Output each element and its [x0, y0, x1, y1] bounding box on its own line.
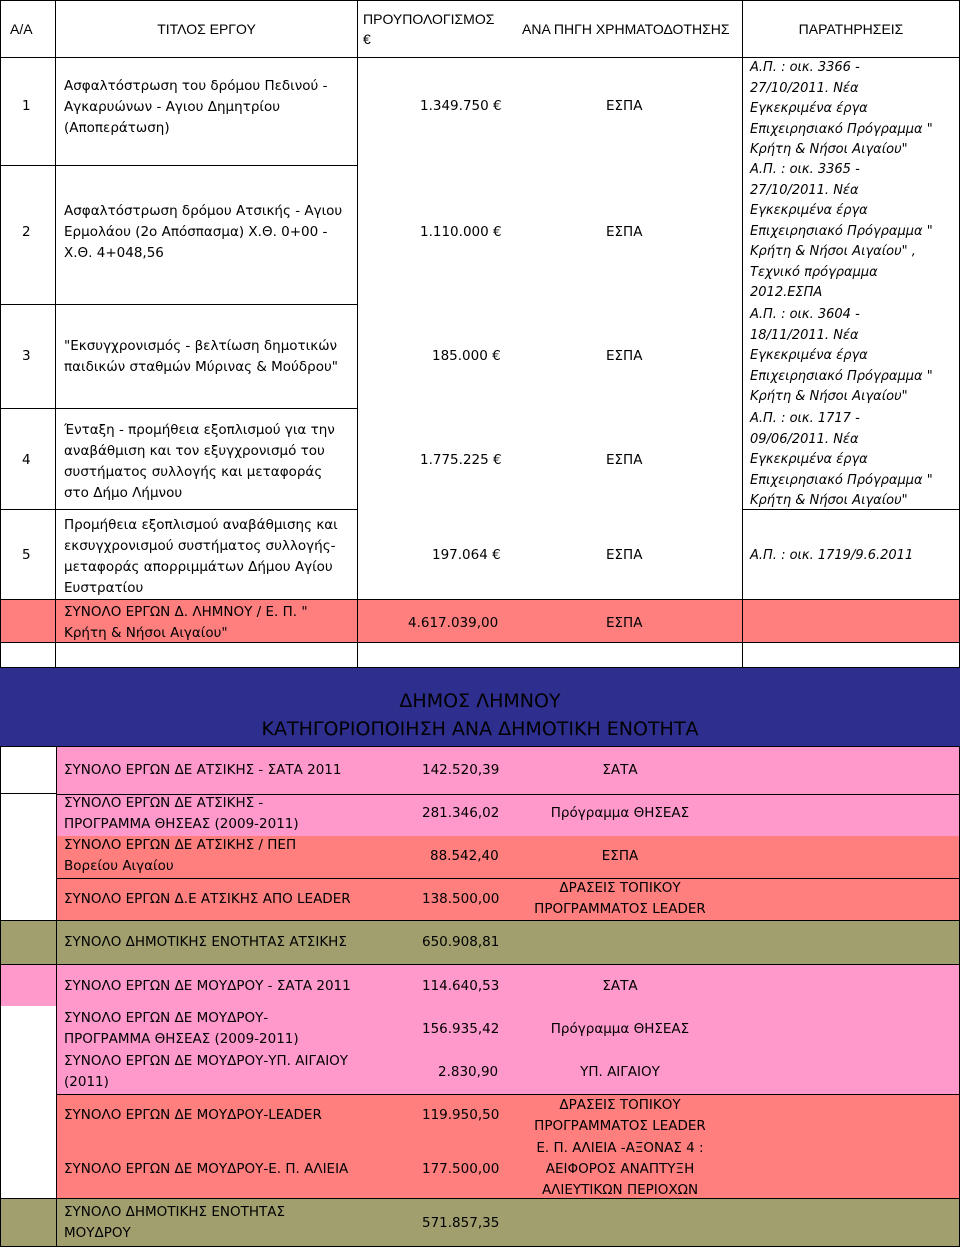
project-budget: 1.775.225 €: [420, 452, 502, 468]
category-label: ΣΥΝΟΛΟ ΕΡΓΩΝ Δ.Ε ΑΤΣΙΚΗΣ ΑΠΟ LEADER: [64, 891, 351, 907]
category-label: ΣΥΝΟΛΟ ΕΡΓΩΝ ΔΕ ΜΟΥΔΡΟΥ-ΥΠ. ΑΙΓΑΙΟΥ (2011): [64, 1053, 349, 1090]
total-budget: 4.617.039,00: [408, 615, 499, 631]
section-banner: [0, 668, 960, 746]
project-number: 1: [22, 98, 31, 114]
category-value: 119.950,50: [422, 1107, 500, 1123]
category-source: ΔΡΑΣΕΙΣ ΤΟΠΙΚΟΥ ΠΡΟΓΡΑΜΜΑΤΟΣ LEADER: [534, 880, 706, 917]
category-value: 88.542,40: [430, 848, 499, 864]
category-source: Ε. Π. ΑΛΙΕΙΑ -ΑΞΟΝΑΣ 4 : ΑΕΙΦΟΡΟΣ ΑΝΑΠΤΥΞΗ ΑΛΙΕΥΤΙΚΩΝ ΠΕΡΙΟΧΩΝ: [536, 1140, 704, 1198]
total-source: ΕΣΠΑ: [606, 615, 643, 631]
project-notes: Α.Π. : οικ. 1717 - 09/06/2011. Νέα Εγκεκριμένα έργα Επιχειρησιακό Πρόγραμμα " Κρήτη & Νήσοι Αιγαίου": [750, 411, 933, 508]
banner-subtitle: ΚΑΤΗΓΟΡΙΟΠΟΙΗΣΗ ΑΝΑ ΔΗΜΟΤΙΚΗ ΕΝΟΤΗΤΑ: [261, 718, 699, 740]
category-value: 571.857,35: [422, 1215, 500, 1231]
project-title: Ένταξη - προμήθεια εξοπλισμού για την αναβάθμιση και τον εξυγχρονισμό του συστήματος συλλογής και μεταφοράς στο Δήμο Λήμνου: [64, 422, 335, 501]
project-source: ΕΣΠΑ: [606, 224, 643, 240]
project-number: 5: [22, 547, 31, 563]
header-title: ΤΙΤΛΟΣ ΕΡΓΟΥ: [157, 21, 256, 37]
project-source: ΕΣΠΑ: [606, 98, 643, 114]
project-title: Ασφαλτόστρωση του δρόμου Πεδινού - Αγκαρυώνων - Αγιου Δημητρίου (Αποπεράτωση): [64, 78, 328, 136]
project-source: ΕΣΠΑ: [606, 452, 643, 468]
category-source: ΕΣΠΑ: [601, 848, 639, 864]
category-value: 177.500,00: [422, 1161, 500, 1177]
project-notes: Α.Π. : οικ. 3604 - 18/11/2011. Νέα Εγκεκριμένα έργα Επιχειρησιακό Πρόγραμμα " Κρήτη & Νήσοι Αιγαίου": [750, 307, 933, 404]
header-aa: Α/Α: [10, 21, 33, 37]
project-number: 3: [22, 348, 31, 364]
project-notes: Α.Π. : οικ. 3365 - 27/10/2011. Νέα Εγκεκριμένα έργα Επιχειρησιακό Πρόγραμμα " Κρήτη & Νήσοι Αιγαίου" , Τεχνικό πρόγραμμα 2012.ΕΣΠΑ: [750, 162, 933, 300]
category-label: ΣΥΝΟΛΟ ΔΗΜΟΤΙΚΗΣ ΕΝΟΤΗΤΑΣ ΜΟΥΔΡΟΥ: [64, 1204, 286, 1241]
category-label: ΣΥΝΟΛΟ ΔΗΜΟΤΙΚΗΣ ΕΝΟΤΗΤΑΣ ΑΤΣΙΚΗΣ: [64, 934, 347, 950]
project-budget: 185.000 €: [432, 348, 501, 364]
category-label: ΣΥΝΟΛΟ ΕΡΓΩΝ ΔΕ ΜΟΥΔΡΟΥ- ΠΡΟΓΡΑΜΜΑ ΘΗΣΕΑΣ (2009-2011): [64, 1010, 299, 1047]
total-title: ΣΥΝΟΛΟ ΕΡΓΩΝ Δ. ΛΗΜΝΟΥ / Ε. Π. " Κρήτη & Νήσοι Αιγαίου": [64, 604, 308, 641]
project-notes: Α.Π. : οικ. 3366 - 27/10/2011. Νέα Εγκεκριμένα έργα Επιχειρησιακό Πρόγραμμα " Κρήτη & Νήσοι Αιγαίου": [750, 60, 933, 157]
project-notes: Α.Π. : οικ. 1719/9.6.2011: [750, 548, 914, 563]
category-label: ΣΥΝΟΛΟ ΕΡΓΩΝ ΔΕ ΑΤΣΙΚΗΣ / ΠΕΠ Βορείου Αιγαίου: [64, 837, 297, 874]
project-number: 4: [22, 452, 31, 468]
category-label: ΣΥΝΟΛΟ ΕΡΓΩΝ ΔΕ ΜΟΥΔΡΟΥ-LEADER: [64, 1107, 322, 1123]
project-budget: 1.349.750 €: [420, 98, 502, 114]
category-source: ΔΡΑΣΕΙΣ ΤΟΠΙΚΟΥ ΠΡΟΓΡΑΜΜΑΤΟΣ LEADER: [534, 1097, 706, 1134]
category-source: ΥΠ. ΑΙΓΑΙΟΥ: [580, 1064, 660, 1080]
category-value: 114.640,53: [422, 978, 500, 994]
header-budget: ΠΡΟΥΠΟΛΟΓΙΣΜΟΣ €: [363, 11, 495, 47]
category-value: 142.520,39: [422, 762, 500, 778]
category-source: ΣΑΤΑ: [602, 978, 638, 994]
category-value: 650.908,81: [422, 934, 500, 950]
header-notes: ΠΑΡΑΤΗΡΗΣΕΙΣ: [798, 21, 904, 37]
category-source: Πρόγραμμα ΘΗΣΕΑΣ: [550, 805, 690, 821]
category-value: 281.346,02: [422, 805, 500, 821]
project-source: ΕΣΠΑ: [606, 547, 643, 563]
project-source: ΕΣΠΑ: [606, 348, 643, 364]
project-title: Ασφαλτόστρωση δρόμου Ατσικής - Αγιου Ερμολάου (2ο Απόσπασμα) Χ.Θ. 0+00 - Χ.Θ. 4+048,56: [64, 203, 343, 261]
header-source: ΑΝΑ ΠΗΓΗ ΧΡΗΜΑΤΟΔΟΤΗΣΗΣ: [522, 21, 730, 37]
project-number: 2: [22, 224, 31, 240]
column-aa: [0, 57, 56, 600]
category-label: ΣΥΝΟΛΟ ΕΡΓΩΝ ΔΕ ΑΤΣΙΚΗΣ - ΣΑΤΑ 2011: [64, 762, 342, 778]
category-label: ΣΥΝΟΛΟ ΕΡΓΩΝ ΔΕ ΜΟΥΔΡΟΥ-Ε. Π. ΑΛΙΕΙΑ: [64, 1161, 349, 1177]
category-label: ΣΥΝΟΛΟ ΕΡΓΩΝ ΔΕ ΑΤΣΙΚΗΣ - ΠΡΟΓΡΑΜΜΑ ΘΗΣΕΑΣ (2009-2011): [64, 795, 299, 832]
category-value: 138.500,00: [422, 891, 500, 907]
category-value: 2.830,90: [438, 1064, 499, 1080]
category-source: ΣΑΤΑ: [602, 762, 638, 778]
category-value: 156.935,42: [422, 1021, 500, 1037]
project-title: Προμήθεια εξοπλισμού αναβάθμισης και εκσυγχρονισμού συστήματος συλλογής- μεταφοράς απορριμμάτων Δήμου Αγίου Ευστρατίου: [64, 517, 338, 596]
project-title: "Εκσυγχρονισμός - βελτίωση δημοτικών παιδικών σταθμών Μύρινας & Μούδρου": [64, 338, 338, 375]
project-budget: 197.064 €: [432, 547, 501, 563]
category-label: ΣΥΝΟΛΟ ΕΡΓΩΝ ΔΕ ΜΟΥΔΡΟΥ - ΣΑΤΑ 2011: [64, 978, 351, 994]
project-budget: 1.110.000 €: [420, 224, 502, 240]
category-source: Πρόγραμμα ΘΗΣΕΑΣ: [550, 1021, 690, 1037]
banner-title: ΔΗΜΟΣ ΛΗΜΝΟΥ: [399, 690, 561, 712]
